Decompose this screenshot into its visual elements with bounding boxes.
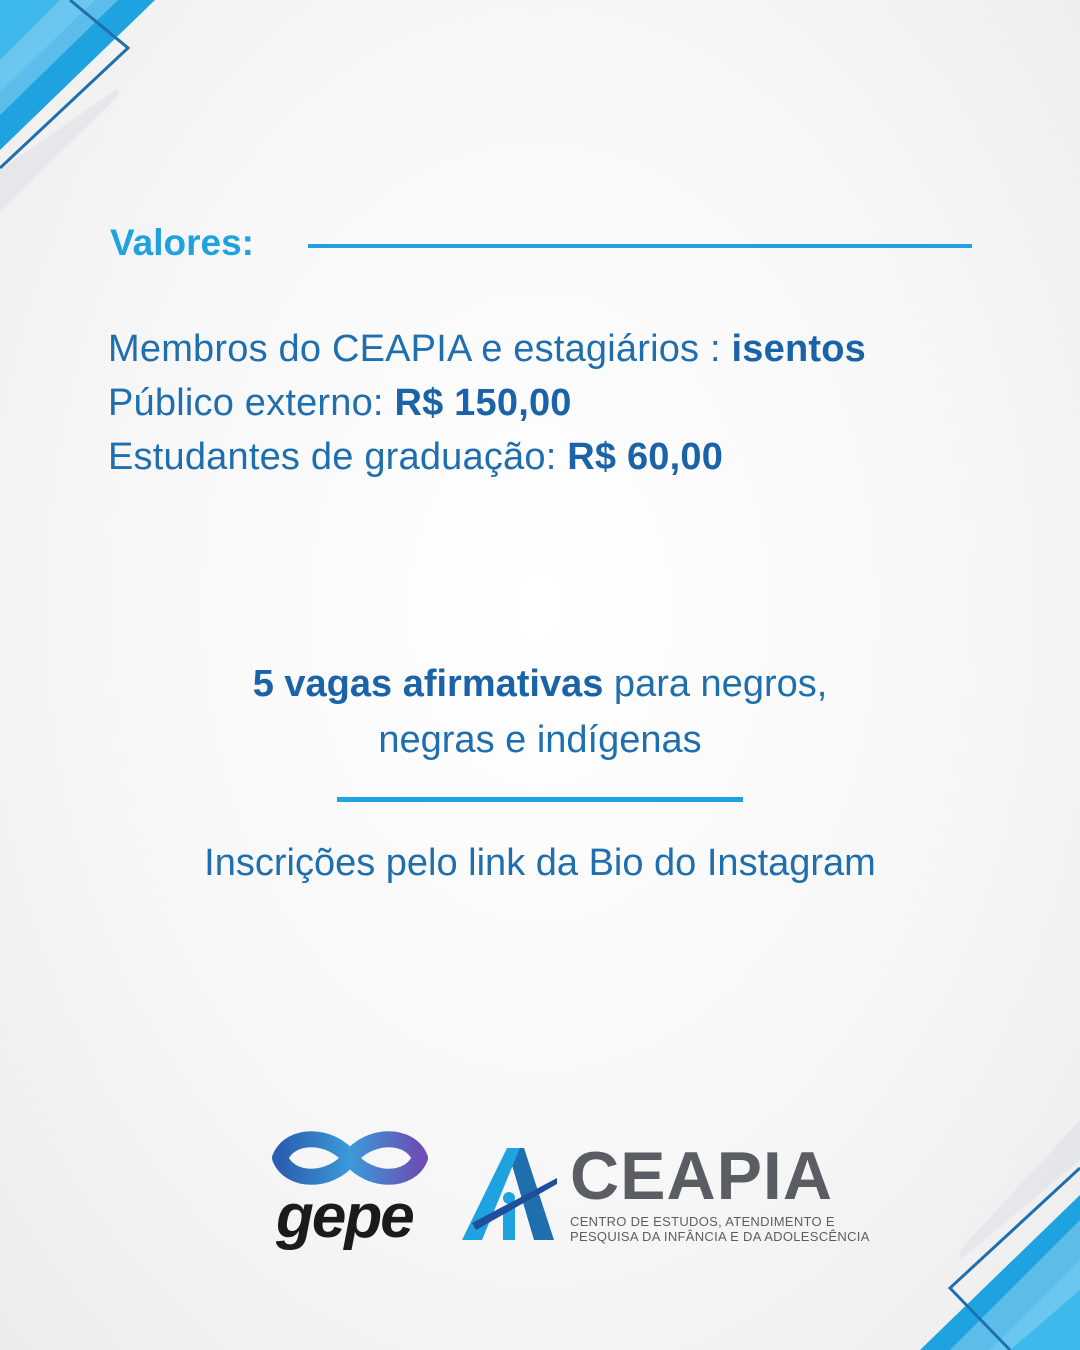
quota-bold: 5 vagas afirmativas: [252, 663, 604, 705]
section-title: Valores:: [110, 222, 254, 263]
price-label: Público externo:: [108, 382, 395, 424]
corner-decoration-bottom-right: [910, 1120, 1080, 1350]
quota-rest: para negros,: [603, 663, 828, 705]
price-line-external: [108, 376, 866, 430]
gepe-infinity-icon: [270, 1128, 430, 1188]
price-value: R$ 60,00: [567, 436, 724, 478]
title-divider: [308, 244, 972, 248]
ceapia-wordmark: CEAPIA: [570, 1138, 833, 1214]
ceapia-subtitle-line-1: CENTRO DE ESTUDOS, ATENDIMENTO E: [570, 1214, 835, 1229]
ceapia-a-icon: [462, 1148, 562, 1243]
gepe-logo: [270, 1128, 430, 1251]
price-value: R$ 150,00: [394, 382, 572, 424]
ceapia-subtitle: [570, 1214, 870, 1244]
corner-decoration-top-left: [0, 0, 170, 220]
quota-line-2: negras e indígenas: [378, 719, 702, 761]
price-list: [108, 322, 866, 484]
price-value: isentos: [731, 328, 866, 370]
signup-text: Inscrições pelo link da Bio do Instagram: [204, 842, 876, 884]
price-label: Estudantes de graduação:: [108, 436, 568, 478]
price-line-students: [108, 430, 866, 484]
middle-divider: [337, 797, 743, 802]
gepe-wordmark: gepe: [276, 1182, 413, 1251]
affirmative-quota-text: [0, 656, 1080, 768]
price-line-members: [108, 322, 866, 376]
quota-line-1: [0, 656, 1080, 712]
price-label: Membros do CEAPIA e estagiários :: [108, 328, 732, 370]
ceapia-subtitle-line-2: PESQUISA DA INFÂNCIA E DA ADOLESCÊNCIA: [570, 1229, 870, 1244]
